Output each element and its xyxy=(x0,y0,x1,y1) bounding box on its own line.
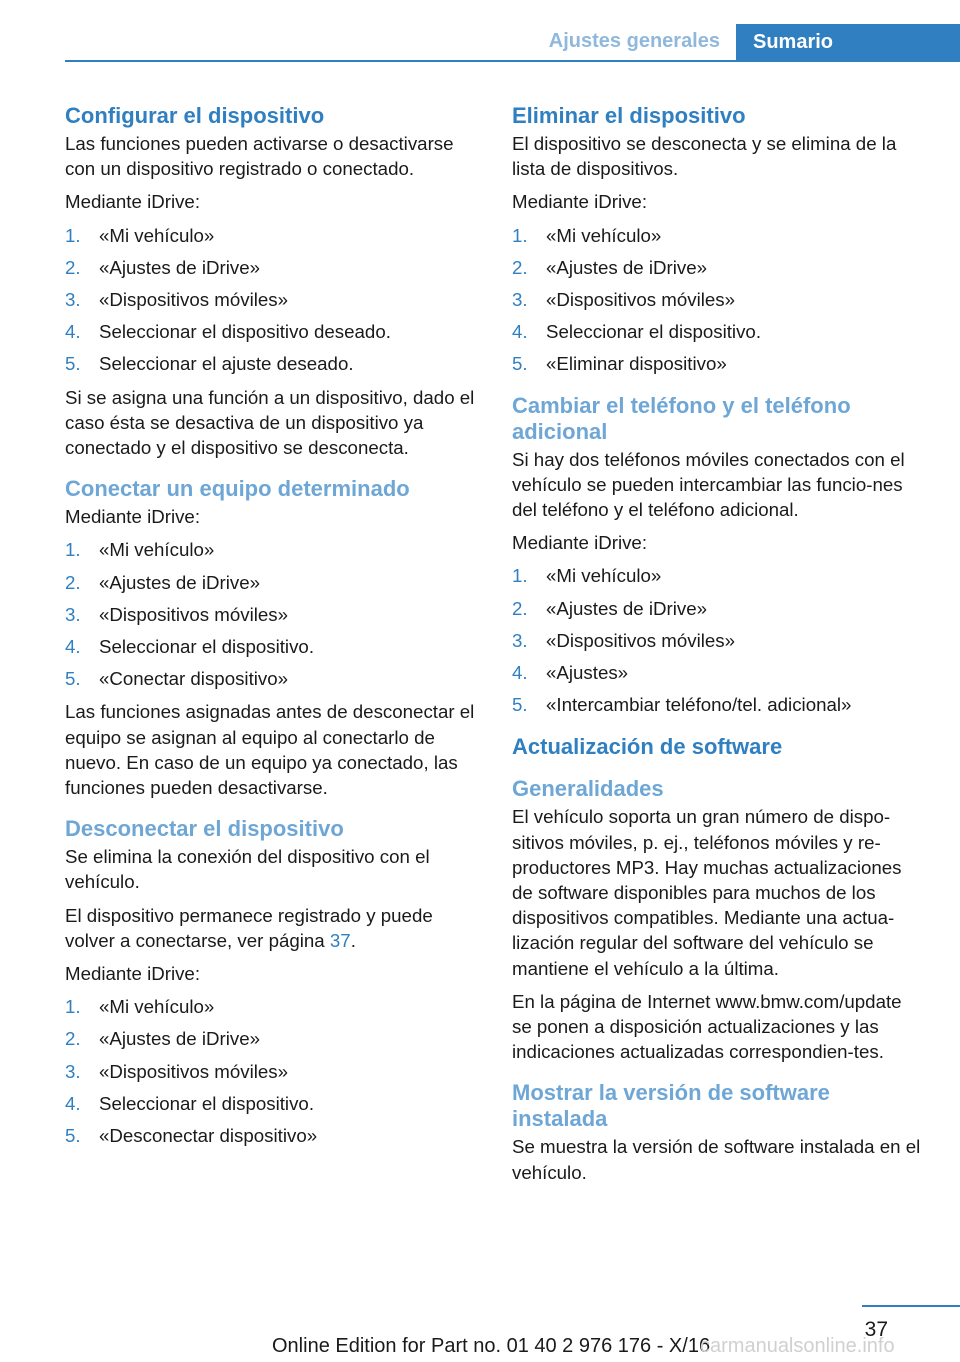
heading-connect-device: Conectar un equipo determinado xyxy=(65,476,410,502)
paragraph: Mediante iDrive: xyxy=(65,506,201,528)
list-item xyxy=(512,287,926,312)
list-item xyxy=(65,570,479,595)
step-text: Seleccionar el dispositivo. xyxy=(99,1092,315,1114)
list-item xyxy=(65,351,479,376)
header-tab-summary[interactable]: Sumario xyxy=(736,24,960,62)
list-item xyxy=(512,692,926,717)
paragraph: Mediante iDrive: xyxy=(65,191,201,213)
step-text: «Mi vehículo» xyxy=(546,565,662,587)
step-number: 4. xyxy=(65,636,81,658)
step-number: 1. xyxy=(65,539,81,561)
step-text: «Dispositivos móviles» xyxy=(546,289,736,311)
list-item xyxy=(65,287,479,312)
paragraph: Mediante iDrive: xyxy=(65,963,201,985)
step-number: 3. xyxy=(512,629,528,651)
heading-change-phone: Cambiar el teléfono y el teléfono adicional xyxy=(512,392,851,444)
step-number: 3. xyxy=(65,603,81,625)
list-item xyxy=(65,666,479,691)
page-reference-link[interactable]: 37 xyxy=(329,929,351,951)
step-number: 1. xyxy=(512,565,528,587)
list-item xyxy=(512,255,926,280)
steps-list xyxy=(65,994,479,1148)
step-text: Seleccionar el dispositivo. xyxy=(546,321,762,343)
step-number: 2. xyxy=(65,1028,81,1050)
edition-note: Online Edition for Part no. 01 40 2 976 176 - X/16 xyxy=(272,1335,711,1357)
paragraph: Las funciones asignadas antes de desconectar el equipo se asignan al equipo al conectarlo de nuevo. En caso de un equipo ya conectado, las funciones pueden desactivarse. xyxy=(65,701,475,799)
steps-list xyxy=(65,537,479,691)
step-text: «Ajustes» xyxy=(546,662,629,684)
paragraph-text: El dispositivo permanece registrado y puede volver a conectarse, ver página xyxy=(65,904,433,951)
step-text: «Ajustes de iDrive» xyxy=(99,1028,260,1050)
page-number: 37 xyxy=(864,1318,888,1341)
step-number: 2. xyxy=(65,256,81,278)
heading-show-software-version: Mostrar la versión de software instalada xyxy=(512,1080,830,1132)
step-text: «Ajustes de iDrive» xyxy=(546,597,707,619)
steps-list xyxy=(65,223,479,377)
step-text: «Mi vehículo» xyxy=(546,224,662,246)
list-item xyxy=(65,602,479,627)
step-text: «Mi vehículo» xyxy=(99,996,215,1018)
step-number: 2. xyxy=(512,597,528,619)
step-number: 3. xyxy=(65,1060,81,1082)
list-item xyxy=(65,1026,479,1051)
step-number: 4. xyxy=(512,662,528,684)
right-column xyxy=(512,102,926,1185)
heading-disconnect-device: Desconectar el dispositivo xyxy=(65,816,344,842)
header-section-title: Ajustes generales xyxy=(548,30,720,52)
list-item xyxy=(65,1123,479,1148)
paragraph: Si se asigna una función a un dispositivo, dado el caso ésta se desactiva de un dispositivo ya conectado y el dispositivo se desconecta. xyxy=(65,386,475,459)
step-number: 3. xyxy=(512,289,528,311)
list-item xyxy=(65,537,479,562)
header-divider xyxy=(65,60,960,62)
paragraph xyxy=(65,903,479,953)
heading-configure-device: Configurar el dispositivo xyxy=(65,103,325,128)
list-item xyxy=(512,628,926,653)
heading-software-update: Actualización de software xyxy=(512,734,783,760)
list-item xyxy=(65,634,479,659)
paragraph: Las funciones pueden activarse o desactivarse con un dispositivo registrado o conectado. xyxy=(65,133,454,180)
footer-divider xyxy=(862,1305,960,1307)
step-text: «Dispositivos móviles» xyxy=(546,629,736,651)
list-item xyxy=(512,563,926,588)
steps-list xyxy=(512,223,926,377)
step-number: 3. xyxy=(65,289,81,311)
paragraph: Si hay dos teléfonos móviles conectados con el vehículo se pueden intercambiar las funcio‐nes del teléfono y el teléfono adicional. xyxy=(512,448,905,521)
step-text: «Dispositivos móviles» xyxy=(99,289,289,311)
step-text: Seleccionar el dispositivo deseado. xyxy=(99,321,391,343)
heading-general: Generalidades xyxy=(512,776,664,802)
list-item xyxy=(65,1059,479,1084)
list-item xyxy=(65,1091,479,1116)
steps-list xyxy=(512,563,926,717)
paragraph-text-end: . xyxy=(350,929,356,951)
step-number: 4. xyxy=(65,1092,81,1114)
step-text: «Dispositivos móviles» xyxy=(99,603,289,625)
step-text: Seleccionar el ajuste deseado. xyxy=(99,353,354,375)
paragraph: Se elimina la conexión del dispositivo con el vehículo. xyxy=(65,846,430,893)
watermark: carmanualsonline.info xyxy=(700,1335,895,1357)
paragraph: El dispositivo se desconecta y se elimina de la lista de dispositivos. xyxy=(512,133,897,180)
list-item xyxy=(512,223,926,248)
step-number: 1. xyxy=(65,224,81,246)
step-text: Seleccionar el dispositivo. xyxy=(99,636,315,658)
step-text: «Eliminar dispositivo» xyxy=(546,353,727,375)
step-number: 5. xyxy=(512,353,528,375)
step-number: 5. xyxy=(65,668,81,690)
step-number: 5. xyxy=(65,1125,81,1147)
step-text: «Mi vehículo» xyxy=(99,539,215,561)
step-text: «Intercambiar teléfono/tel. adicional» xyxy=(546,694,852,716)
paragraph: El vehículo soporta un gran número de dispo‐sitivos móviles, p. ej., teléfonos móviles y re‐productores MP3. Hay muchas actualizaciones de software disponibles para muchos de los dispositivos compatibles. Mediante una actua‐lización regular del software del vehículo se mantiene el vehículo a la última. xyxy=(512,806,902,979)
left-column xyxy=(65,102,479,1155)
list-item xyxy=(512,351,926,376)
step-text: «Mi vehículo» xyxy=(99,224,215,246)
list-item xyxy=(65,994,479,1019)
paragraph: Mediante iDrive: xyxy=(512,191,648,213)
step-number: 4. xyxy=(512,321,528,343)
step-number: 1. xyxy=(512,224,528,246)
step-number: 5. xyxy=(65,353,81,375)
step-text: «Dispositivos móviles» xyxy=(99,1060,289,1082)
list-item xyxy=(512,596,926,621)
step-text: «Desconectar dispositivo» xyxy=(99,1125,318,1147)
list-item xyxy=(512,660,926,685)
paragraph: Mediante iDrive: xyxy=(512,532,648,554)
paragraph: En la página de Internet www.bmw.com/update se ponen a disposición actualizaciones y las indicaciones actualizadas correspondien‐tes. xyxy=(512,990,902,1063)
step-number: 2. xyxy=(65,571,81,593)
step-text: «Ajustes de iDrive» xyxy=(546,256,707,278)
step-number: 5. xyxy=(512,694,528,716)
list-item xyxy=(512,319,926,344)
paragraph: Se muestra la versión de software instalada en el vehículo. xyxy=(512,1136,921,1183)
list-item xyxy=(65,223,479,248)
step-text: «Conectar dispositivo» xyxy=(99,668,289,690)
list-item xyxy=(65,255,479,280)
step-text: «Ajustes de iDrive» xyxy=(99,571,260,593)
step-number: 1. xyxy=(65,996,81,1018)
step-text: «Ajustes de iDrive» xyxy=(99,256,260,278)
step-number: 2. xyxy=(512,256,528,278)
heading-delete-device: Eliminar el dispositivo xyxy=(512,103,746,128)
step-number: 4. xyxy=(65,321,81,343)
list-item xyxy=(65,319,479,344)
